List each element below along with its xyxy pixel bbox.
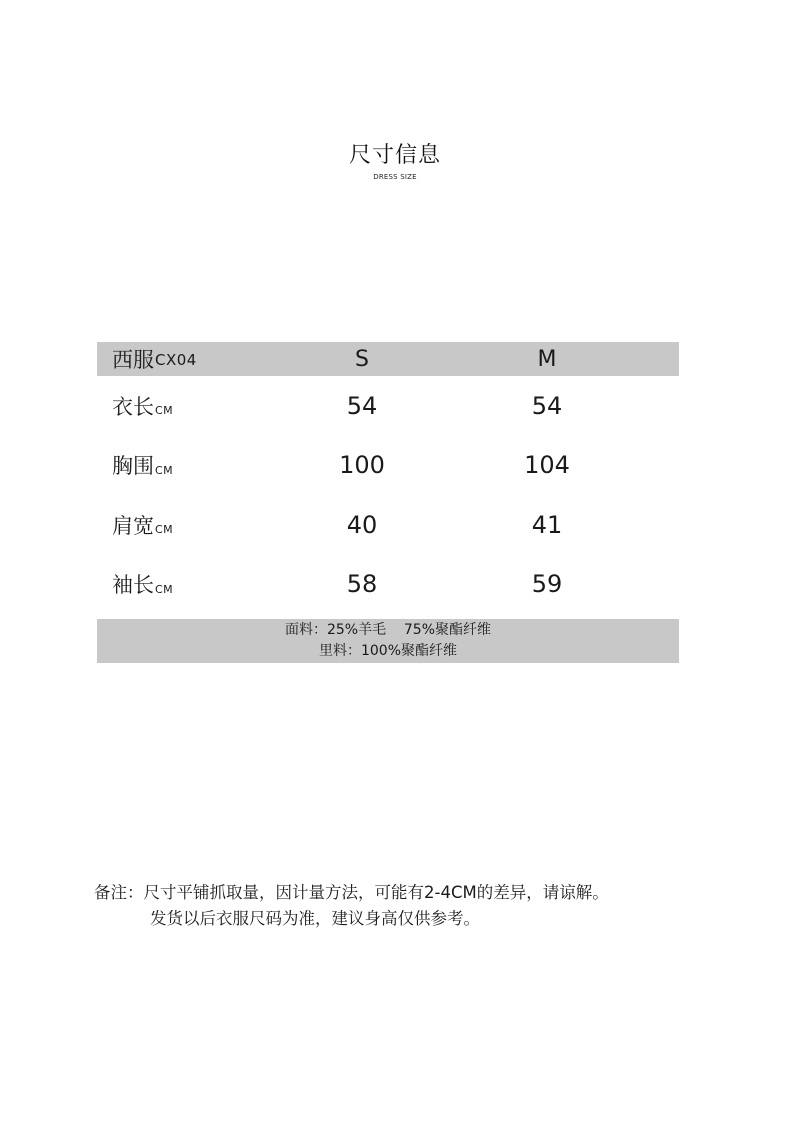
page-title: 尺寸信息 <box>348 143 441 168</box>
measure-label: 肩宽 <box>112 513 154 538</box>
value-s: 58 <box>346 570 378 599</box>
value-m: 54 <box>531 391 563 420</box>
table-row <box>97 495 679 555</box>
value-m: 104 <box>524 451 570 480</box>
measure-unit: CM <box>155 582 174 596</box>
table-row <box>97 376 679 436</box>
product-label-cell <box>112 342 197 376</box>
measure-label: 袖长 <box>112 573 154 598</box>
value-s: 54 <box>346 391 378 420</box>
measure-unit: CM <box>155 404 174 418</box>
size-header-m: M <box>537 346 557 372</box>
value-s: 40 <box>346 510 378 539</box>
measure-unit: CM <box>155 523 174 537</box>
measure-label-cell <box>112 376 173 436</box>
fabric-info-band <box>97 619 679 663</box>
table-row <box>97 436 679 496</box>
product-label: 西服 <box>112 348 154 372</box>
size-header-s: S <box>355 346 369 372</box>
size-table-header <box>97 342 679 376</box>
note-line-2: 发货以后衣服尺码为准，建议身高仅供参考。 <box>150 909 480 928</box>
fabric-lining: 里料：100%聚酯纤维 <box>318 643 458 659</box>
measure-label-cell <box>112 555 173 615</box>
product-code: CX04 <box>155 351 197 369</box>
value-s: 100 <box>339 451 385 480</box>
measure-label: 胸围 <box>112 454 154 479</box>
fabric-outer: 面料：25%羊毛 75%聚酯纤维 <box>284 622 492 638</box>
value-m: 41 <box>531 510 563 539</box>
measure-label-cell <box>112 436 173 496</box>
measure-label: 衣长 <box>112 394 154 419</box>
table-row <box>97 555 679 615</box>
value-m: 59 <box>531 570 563 599</box>
note-line-1: 尺寸平铺抓取量，因计量方法，可能有2-4CM的差异，请谅解。 <box>143 883 609 902</box>
size-note <box>94 880 754 932</box>
measure-unit: CM <box>155 463 174 477</box>
size-table <box>97 342 679 614</box>
measure-label-cell <box>112 495 173 555</box>
page-subtitle: DRESS SIZE <box>373 173 417 181</box>
note-prefix: 备注： <box>94 883 144 902</box>
